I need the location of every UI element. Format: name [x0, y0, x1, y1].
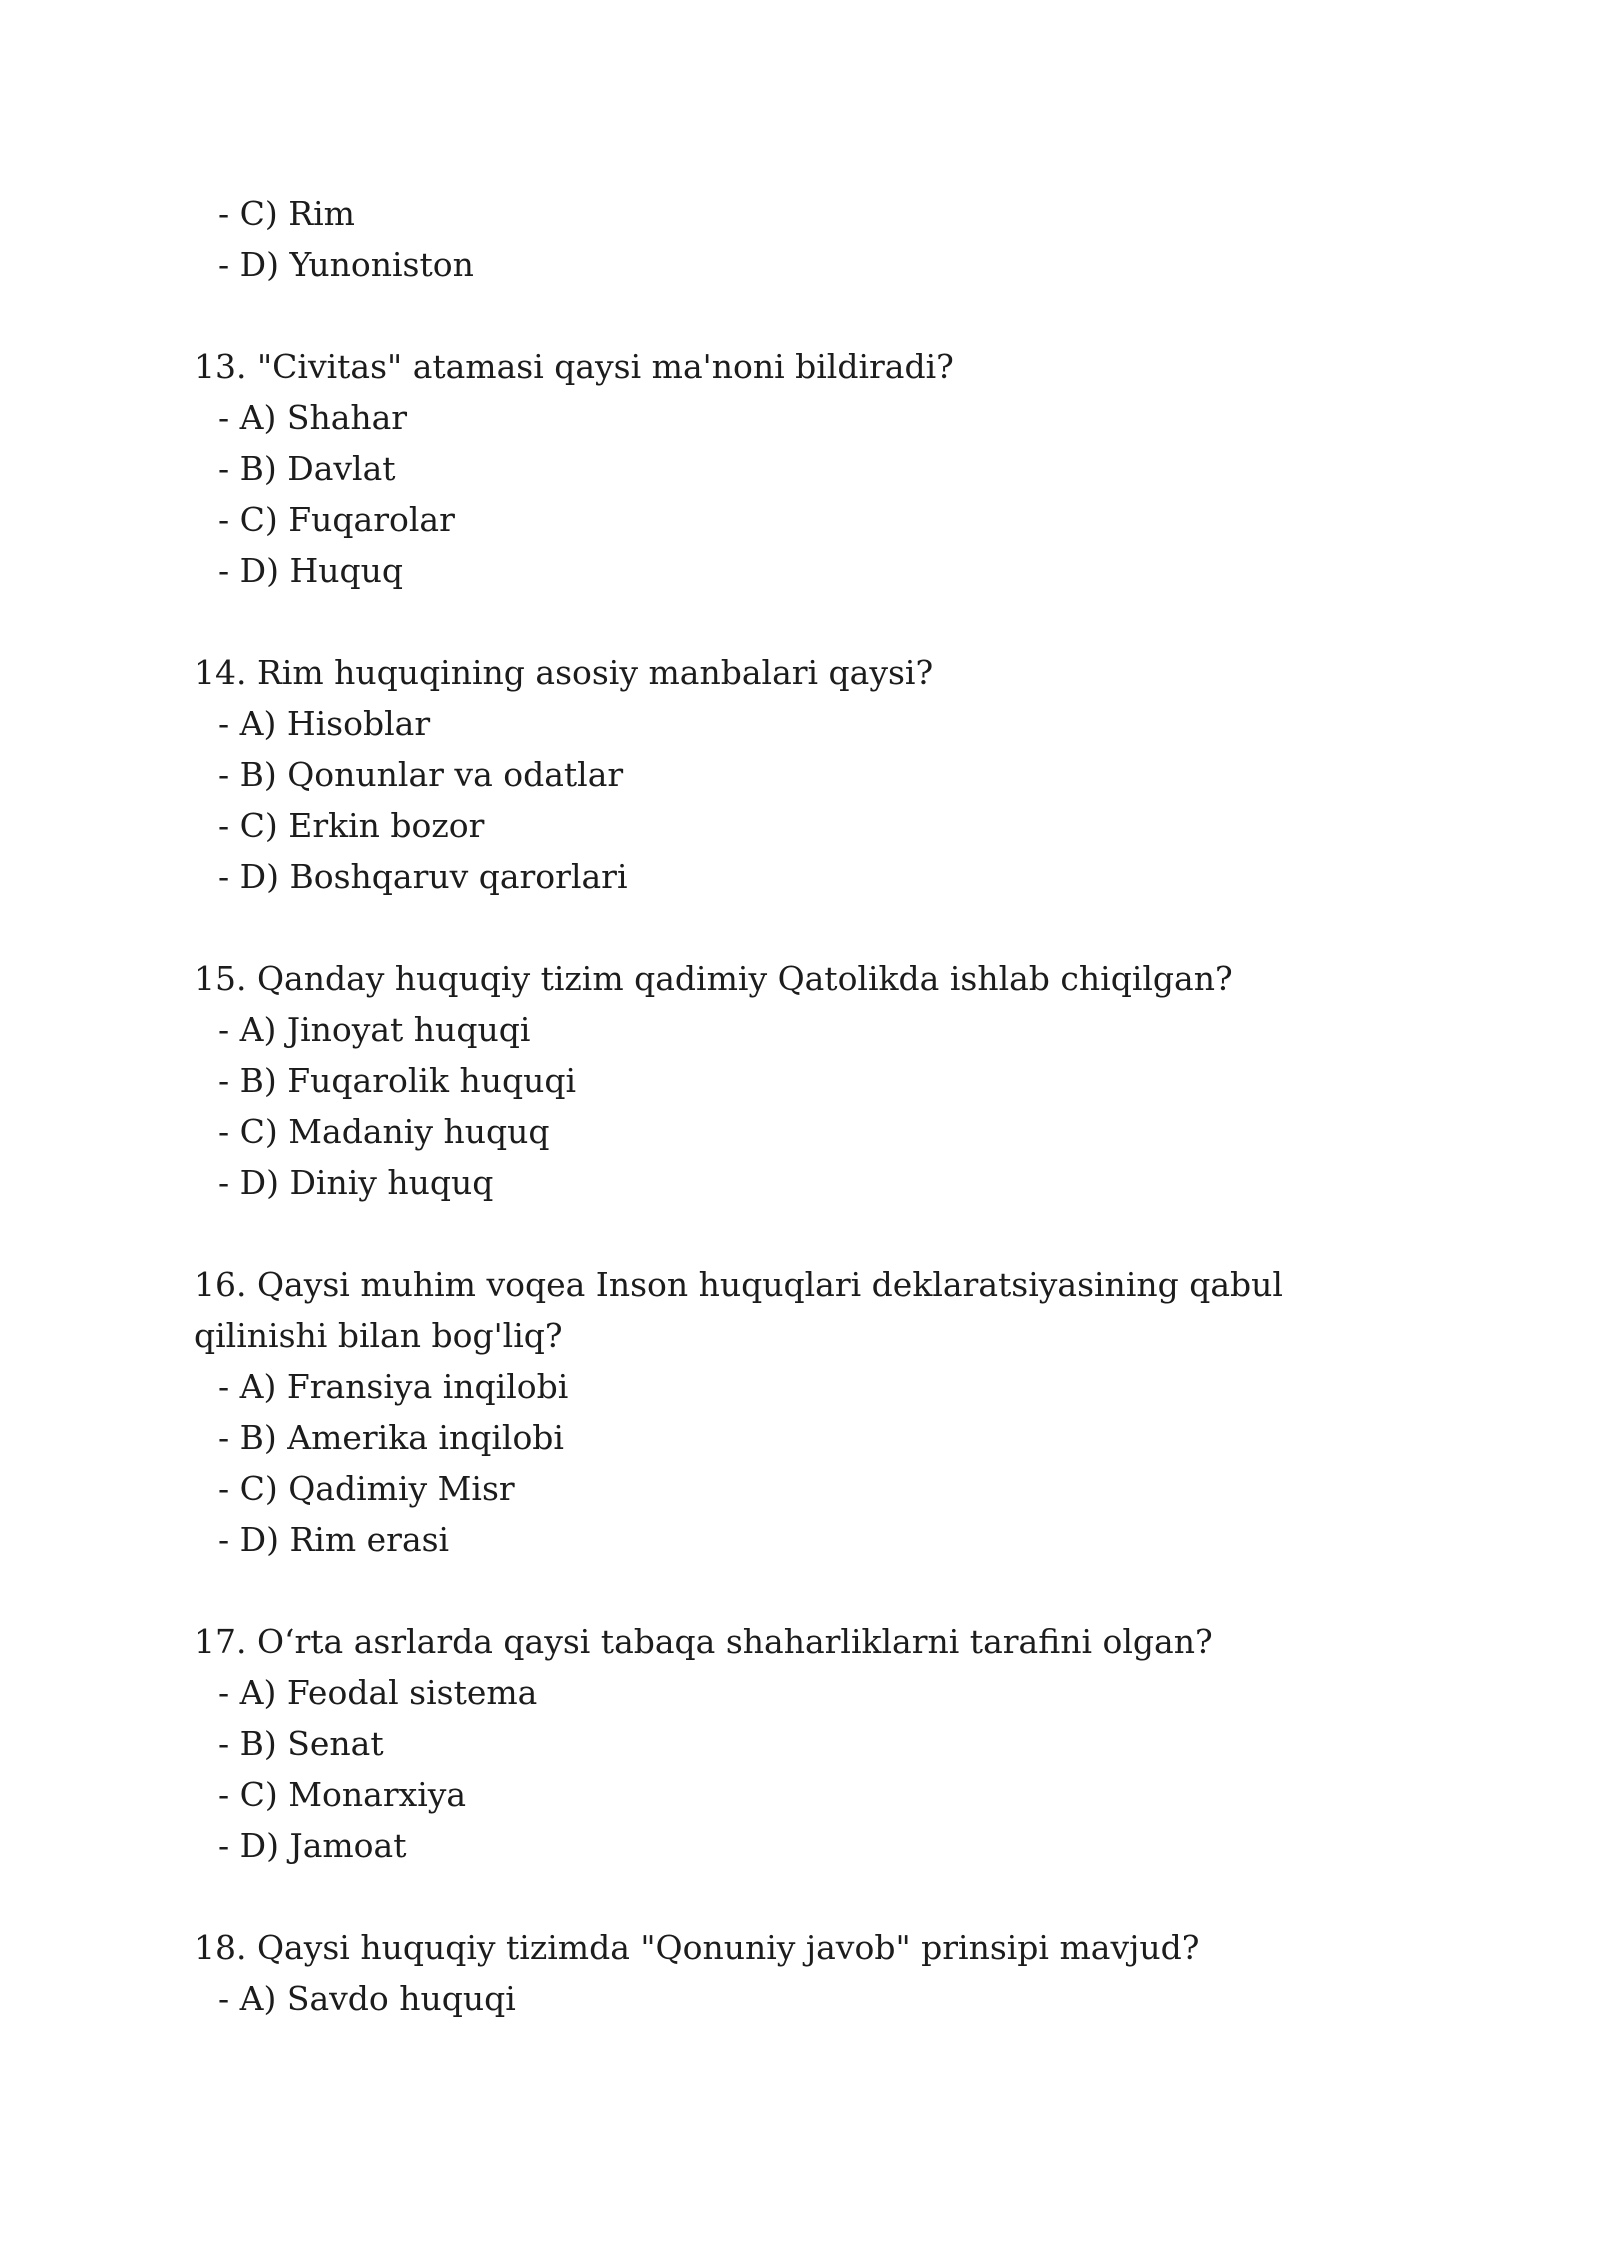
- question-14: [194, 647, 1394, 902]
- option-line: - B) Fuqarolik huquqi: [218, 1061, 577, 1100]
- option-line: - D) Huquq: [218, 551, 403, 590]
- question-13: [194, 341, 1394, 596]
- option-line: - D) Jamoat: [218, 1826, 407, 1865]
- question-15: [194, 953, 1394, 1208]
- option-line: - A) Hisoblar: [218, 704, 431, 743]
- option-line: - B) Amerika inqilobi: [218, 1418, 564, 1457]
- question-text: 15. Qanday huquqiy tizim qadimiy Qatolikda ishlab chiqilgan?: [194, 959, 1233, 998]
- question-text: 16. Qaysi muhim voqea Inson huquqlari deklaratsiyasining qabul qilinishi bilan bog'liq?: [194, 1265, 1283, 1355]
- continued-options: [194, 188, 1394, 290]
- quiz-content: [194, 188, 1394, 2024]
- question-text: 18. Qaysi huquqiy tizimda "Qonuniy javob" prinsipi mavjud?: [194, 1928, 1200, 1967]
- option-line: - A) Jinoyat huquqi: [218, 1010, 531, 1049]
- option-line: - D) Boshqaruv qarorlari: [218, 857, 628, 896]
- option-line: - C) Qadimiy Misr: [218, 1469, 515, 1508]
- question-17: [194, 1616, 1394, 1871]
- question-text: 13. "Civitas" atamasi qaysi ma'noni bildiradi?: [194, 347, 954, 386]
- option-line: - A) Fransiya inqilobi: [218, 1367, 569, 1406]
- question-16: [194, 1259, 1394, 1565]
- option-line: - A) Shahar: [218, 398, 408, 437]
- option-line: - C) Erkin bozor: [218, 806, 485, 845]
- question-18: [194, 1922, 1394, 2024]
- option-line: - B) Senat: [218, 1724, 384, 1763]
- question-text: 17. O‘rta asrlarda qaysi tabaqa shaharliklarni tarafini olgan?: [194, 1622, 1213, 1661]
- option-line: - C) Madaniy huquq: [218, 1112, 550, 1151]
- option-line: - C) Monarxiya: [218, 1775, 467, 1814]
- option-line: - D) Rim erasi: [218, 1520, 450, 1559]
- option-line: - D) Diniy huquq: [218, 1163, 494, 1202]
- option-line: - B) Qonunlar va odatlar: [218, 755, 624, 794]
- option-line: - A) Savdo huquqi: [218, 1979, 516, 2018]
- option-line: - D) Yunoniston: [218, 245, 474, 284]
- option-line: - C) Fuqarolar: [218, 500, 455, 539]
- option-line: - A) Feodal sistema: [218, 1673, 538, 1712]
- question-text: 14. Rim huquqining asosiy manbalari qaysi?: [194, 653, 934, 692]
- option-line: - C) Rim: [218, 194, 355, 233]
- option-line: - B) Davlat: [218, 449, 396, 488]
